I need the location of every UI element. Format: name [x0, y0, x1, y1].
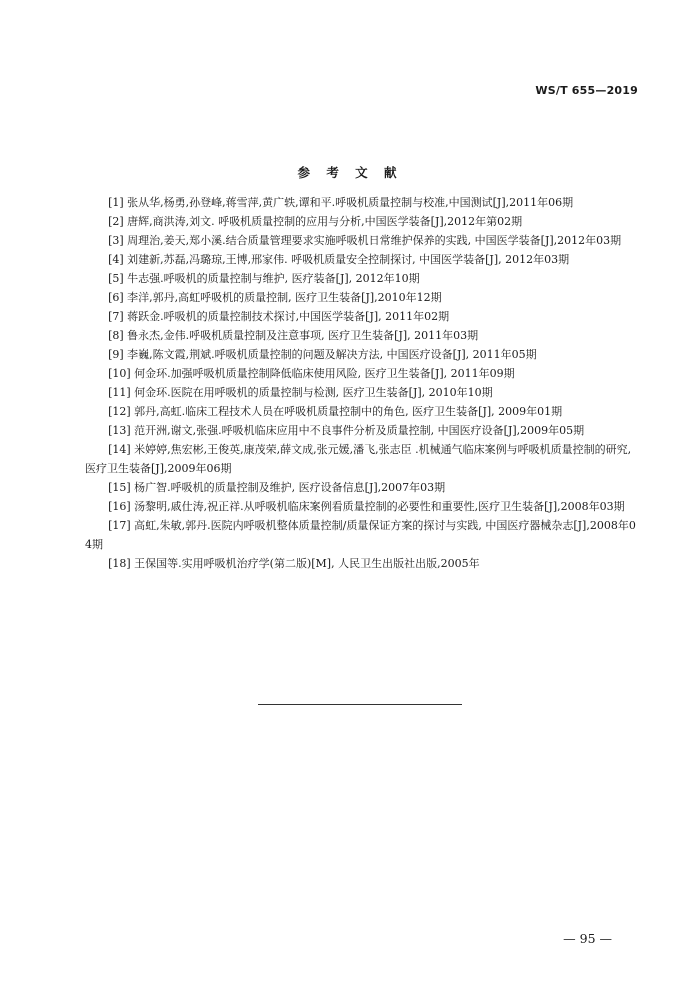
- reference-item-15: [15] 杨广智.呼吸机的质量控制及维护, 医疗设备信息[J],2007年03期: [108, 481, 446, 494]
- reference-item-3: [3] 周理治,姜天,郑小溪.结合质量管理要求实施呼吸机日常维护保养的实践, 中国医学装备[J],2012年03期: [108, 234, 622, 247]
- page-number: — 95 —: [563, 931, 612, 946]
- reference-item-9: [9] 李巍,陈文霞,荆斌.呼吸机质量控制的问题及解决方法, 中国医疗设备[J], 2011年05期: [108, 348, 537, 361]
- reference-item-6: [6] 李洋,郭丹,高虹呼吸机的质量控制, 医疗卫生装备[J],2010年12期: [108, 291, 442, 304]
- end-divider: [258, 704, 462, 705]
- reference-item-10: [10] 何金环.加强呼吸机质量控制降低临床使用风险, 医疗卫生装备[J], 2011年09期: [108, 367, 515, 380]
- standard-code: WS/T 655—2019: [535, 84, 638, 97]
- reference-item-16: [16] 汤黎明,戚仕涛,祝正祥.从呼吸机临床案例看质量控制的必要性和重要性,医疗卫生装备[J],2008年03期: [108, 500, 625, 513]
- references-title: 参 考 文 献: [297, 165, 403, 180]
- reference-item-12: [12] 郭丹,高虹.临床工程技术人员在呼吸机质量控制中的角色, 医疗卫生装备[J], 2009年01期: [108, 405, 563, 418]
- reference-item-2: [2] 唐辉,商洪涛,刘文. 呼吸机质量控制的应用与分析,中国医学装备[J],2012年第02期: [108, 215, 523, 228]
- reference-item-17: [17] 高虹,朱敏,郭丹.医院内呼吸机整体质量控制/质量保证方案的探讨与实践, 中国医疗器械杂志[J],2008年04期: [85, 519, 636, 551]
- reference-item-7: [7] 蒋跃金.呼吸机的质量控制技术探讨,中国医学装备[J], 2011年02期: [108, 310, 450, 323]
- reference-item-1: [1] 张从华,杨勇,孙登峰,蒋雪萍,黄广轶,谭和平.呼吸机质量控制与校准,中国测试[J],2011年06期: [108, 196, 574, 209]
- reference-item-18: [18] 王保国等.实用呼吸机治疗学(第二版)[M], 人民卫生出版社出版,2005年: [108, 557, 480, 570]
- reference-list: [85, 193, 638, 573]
- reference-item-13: [13] 范开洲,谢文,张强.呼吸机临床应用中不良事件分析及质量控制, 中国医疗设备[J],2009年05期: [108, 424, 585, 437]
- reference-item-8: [8] 鲁永杰,金伟.呼吸机质量控制及注意事项, 医疗卫生装备[J], 2011年03期: [108, 329, 479, 342]
- reference-item-14: [14] 米婷婷,焦宏彬,王俊英,康茂荣,薛文成,张元媛,潘飞,张志臣 .机械通气临床案例与呼吸机质量控制的研究, 医疗卫生装备[J],2009年06期: [85, 443, 632, 475]
- reference-item-11: [11] 何金环.医院在用呼吸机的质量控制与检测, 医疗卫生装备[J], 2010年10期: [108, 386, 493, 399]
- reference-item-4: [4] 刘建新,苏磊,冯璐琼,王博,邢家伟. 呼吸机质量安全控制探讨, 中国医学装备[J], 2012年03期: [108, 253, 570, 266]
- reference-item-5: [5] 牛志强.呼吸机的质量控制与维护, 医疗装备[J], 2012年10期: [108, 272, 420, 285]
